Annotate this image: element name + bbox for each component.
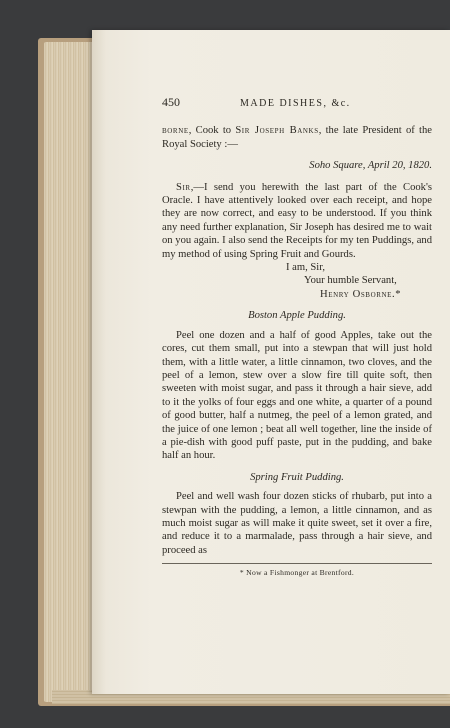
running-title: MADE DISHES, &c. [240,98,351,109]
intro-title: Sir Joseph Banks [235,125,319,137]
letter-body [162,181,432,261]
page-number: 450 [162,95,180,109]
recipe-title: Boston Apple Pudding. [248,310,346,322]
footnote: * Now a Fishmonger at Brentford. [239,568,355,578]
intro-rest: , Cook to [188,125,236,137]
recipe-text: Peel one dozen and a half of good Apples, take out the cores, cut them small, put into a stewpan that will just hold them, with a little water, a little cinnamon, two cloves, and the peel of a lemon, stew over a slow fire till quite soft, then sweeten with moist sugar, and pass it through a hair sieve, add to it the yolks of four eggs and one white, a quarter of a pound of good butter, half a nutmeg, the peel of a lemon grated, and the juice of one lemon ; beat all well together, line the inside of a pie-dish with good puff paste, put in the pudding, and bake half an hour. [162,329,432,462]
salutation: Sir [176,181,191,193]
footnote-divider [162,563,432,564]
signature: Henry Osborne.* [320,288,402,300]
letter-dateline: Soho Square, April 20, 1820. [309,160,432,172]
recipe-title: Spring Fruit Pudding. [250,471,344,483]
closing-line-1: I am, Sir, [286,262,326,274]
page-header [162,96,432,110]
closing-line-2: Your humble Servant, [304,275,397,287]
letter-body-text: ,—I send you herewith the last part of the Cook's Oracle. I have attentively looked over each receipt, and hope they are now correct, and easy to be understood. If you think any need further explanation, Sir Joseph has desired me to wait on you again. I also send the Receipts for my ten Puddings, and my method of using Spring Fruit and Gourds. [162,181,432,260]
letter-closing [162,261,432,301]
page-content [162,96,432,578]
letter-intro [162,124,432,151]
intro-name: borne [162,125,189,137]
intro-end: , the late President of the Royal Society :— [162,125,432,150]
recipe-text: Peel and well wash four dozen sticks of rhubarb, put into a stewpan with the pudding, a lemon, a little cinnamon, and as much moist sugar as will make it quite sweet, set it over a fire, and reduce it to a marmalade, pass through a hair sieve, and proceed as [162,491,432,556]
